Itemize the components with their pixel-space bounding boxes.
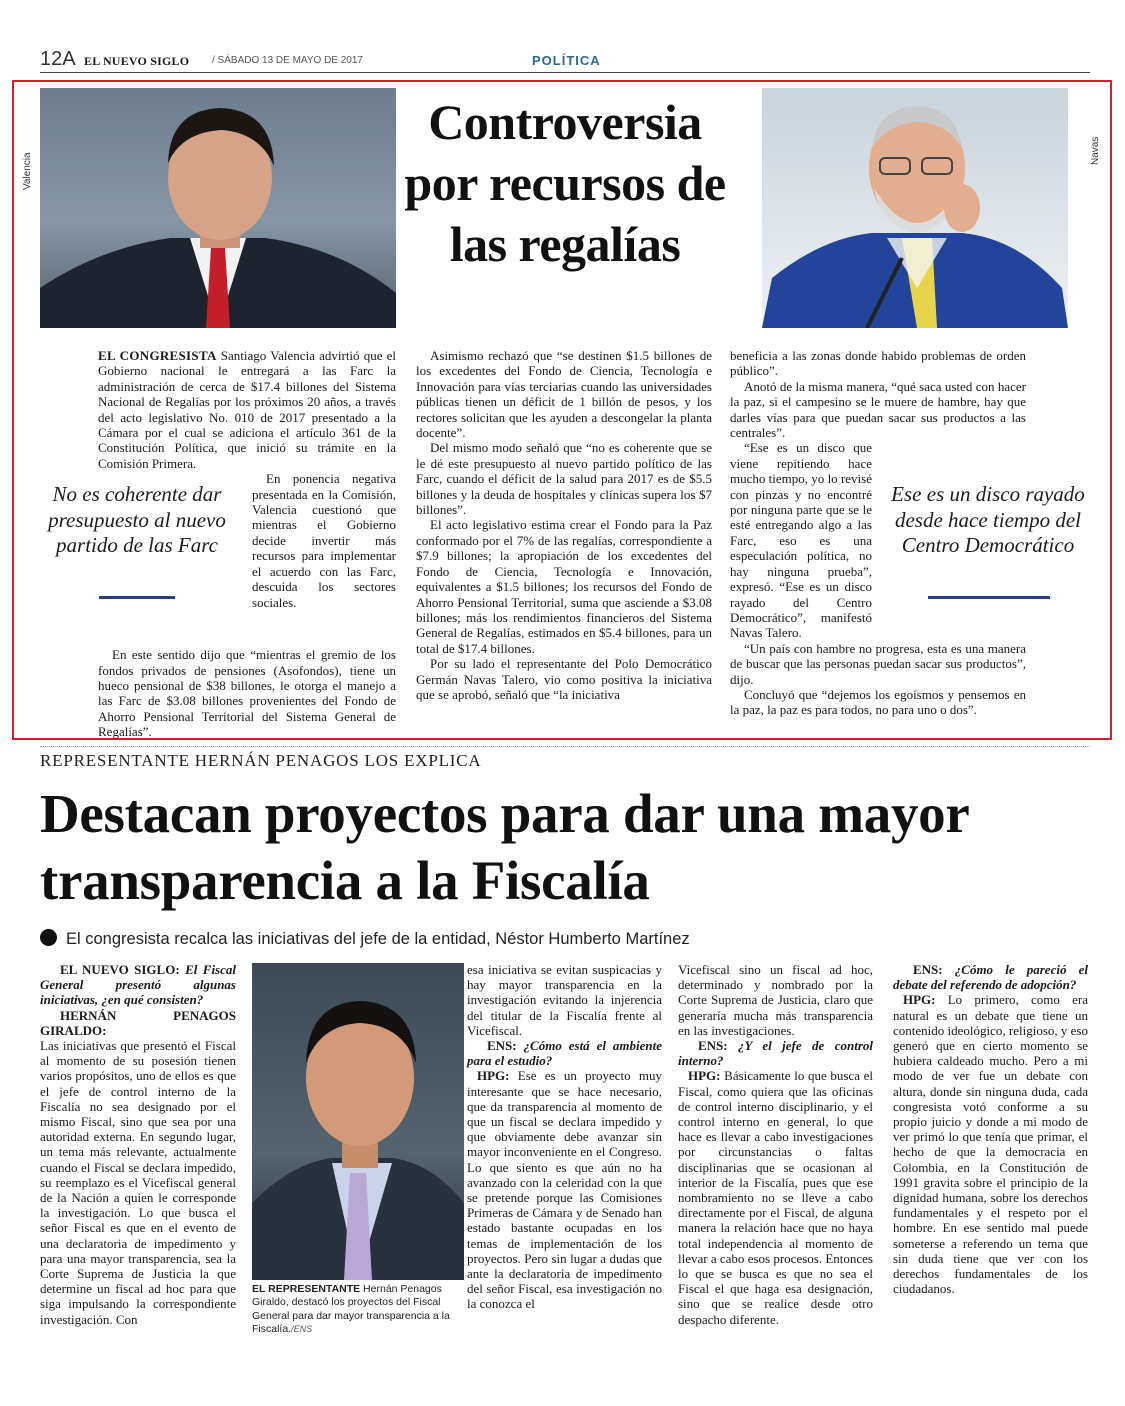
newspaper-name: EL NUEVO SIGLO (84, 54, 190, 68)
pullquote-right: Ese es un disco rayado desde hace tiempo del Centro Democrático (891, 482, 1085, 557)
photo-caption: EL REPRESENTANTE Hernán Penagos Giraldo, destacó los proyectos del Fiscal General para dar mayor transparencia a la Fiscalía./ENS (252, 1283, 450, 1336)
lead-in: EL CONGRESISTA (98, 348, 217, 363)
bottom-article-column-1 (40, 962, 236, 1327)
continued-paragraph: Vicefiscal sino un fiscal ad hoc, determinado y nombrado por la Corte Suprema de Justicia, claro que generaría mucha más transparencia en las investigaciones. (678, 962, 873, 1038)
interview-question: ENS: ¿Y el jefe de control interno? (678, 1038, 873, 1069)
bottom-article-column-5 (893, 962, 1088, 1296)
interview-answer: HPG: Ese es un proyecto muy interesante que se hace necesario, que da transparencia al momento de que un fiscal se declara impedido y que obviamente debe avanzar sin mayor inconveniente en el Congreso. Lo que siento es que aún no ha avanzado con la celeridad con la que se pretende porque las Comisiones Primeras de Cámara y de Senado han estado bastante ocupadas en los temas de implementación de los proyectos. Pero sin lugar a dudas que ante la declaratoria de impedimento del señor Fiscal, esa investigación no la conozca el (467, 1068, 662, 1312)
interview-answer: Las iniciativas que presentó el Fiscal al momento de su posesión tienen varios propósitos, uno de ellos es que el jefe de control interno de la Fiscalía no sea designado por el mismo Fiscal, sino que sea por una autoridad externa. En segundo lugar, un tema más relevante, actualmente cuando el Fiscal se declara impedido, su reemplazo es el Vicefiscal general de la Nación a quien le corresponde la investigación. Lo que busca el señor Fiscal es que en el evento de una declaratoria de impedimento y para una mayor transparencia, sea la Corte Suprema de Justicia la que determine un fiscal ad hoc para que siga impulsando la correspondiente investigación. Con (40, 1038, 236, 1327)
top-col3-paragraph-3: “Ese es un disco que viene repitiendo hace mucho tiempo, yo lo revisé con pinzas y no encontré por ninguna parte que se le esté entregando algo a las Farc, eso es una especulación política, no hay ninguna prueba”, expresó. “Ese es un disco rayado del Centro Democrático”, manifestó Navas Talero. (730, 440, 872, 641)
top-headline: Controversia por recursos de las regalías (404, 94, 726, 272)
interview-question: EL NUEVO SIGLO: El Fiscal General presentó algunas iniciativas, ¿en qué consisten? (40, 962, 236, 1008)
top-article-column-2 (416, 348, 712, 702)
top-col1-paragraph-1: EL CONGRESISTA Santiago Valencia advirtió que el Gobierno nacional le entregará a las Farc la administración de cerca de $17.4 billones del Sistema Nacional de Regalías por los próximos 20 años, a través del acto legislativo No. 010 de 2017 presentado a la Cámara por el cual se adiciona el artículo 361 de la Constitución Política, que inició su trámite en la Comisión Primera. (98, 348, 396, 471)
top-col2-paragraph-1: Asimismo rechazó que “se destinen $1.5 billones de los excedentes del Fondo de Ciencia, Tecnología e Innovación para vías terciarias cuando las universidades públicas tienen un déficit de 1 billón de pesos, y los rectores solicitan que les ayuden a descongelar la planta docente”. (416, 348, 712, 441)
bullet-icon (40, 929, 57, 946)
pullquote-rule-left (99, 596, 175, 599)
interview-speaker: HERNÁN PENAGOS GIRALDO: (40, 1007, 236, 1038)
penagos-photo (252, 963, 464, 1280)
navas-photo (762, 88, 1068, 328)
top-col3-paragraph-5: Concluyó que “dejemos los egoísmos y pensemos en la paz, la paz es para todos, no para uno o dos”. (730, 686, 1026, 718)
pullquote-rule-right (928, 596, 1050, 599)
interview-answer: HPG: Básicamente lo que busca el Fiscal, como quiera que las oficinas de control interno disciplinario, y el control interno en general, lo que hace es llevar a cabo investigaciones por circunstancias o faltas disciplinarias que se ocasionan al interior de la Fiscalía, pues que ese nombramiento no se lleve a cabo directamente por el Fiscal, de alguna manera la relación hace que no haya total independencia al momento de llevar a cabo esos procesos. Entonces lo que se busca es que no sea el Fiscal el que haga esa designación, sino que se realice desde otro despacho diferente. (678, 1068, 873, 1327)
photo-credit-valencia: Valencia (22, 152, 33, 190)
summary-text: El congresista recalca las iniciativas del jefe de la entidad, Néstor Humberto Martínez (66, 930, 690, 948)
interview-answer: HPG: Lo primero, como era natural es un debate que tiene un contenido ideológico, religioso, y eso generó que en cierto momento se hubiera caldeado mucho. Pero a mi modo de ver fue un debate con altura, donde sin ninguna duda, cada congresista votó conforme a su propio juicio y donde a mi modo de ver primó lo que tenía que primar, el hecho de que la democracia en Colombia, en la Constitución de 1991 gravita sobre el principio de la dignidad humana, sobre los derechos fundamentales y el respeto por el hombre. En ese sentido mal puede someterse a referendo un tema que sin duda tiene que ver con los derechos fundamentales de los ciudadanos. (893, 992, 1088, 1297)
bottom-summary (40, 929, 690, 949)
bottom-headline: Destacan proyectos para dar una mayor transparencia a la Fiscalía (40, 783, 969, 911)
continued-paragraph: esa iniciativa se evitan suspicacias y hay mayor transparencia en la investigación evitando la injerencia del titular de la Fiscalía frente al Vicefiscal. (467, 962, 662, 1038)
page-header (40, 50, 1090, 70)
top-col3-paragraph-2: Anotó de la misma manera, “qué saca usted con hacer la paz, si el campesino se le muere de hambre, hay que darles vías para que puedan sacar sus productos a las centrales”. (730, 378, 1026, 441)
section-label: POLÍTICA (532, 53, 601, 68)
bottom-article-column-4 (678, 962, 873, 1327)
top-col2-paragraph-3: El acto legislativo estima crear el Fondo para la Paz conformado por el 7% de las regalías, correspondiente a $7.9 billones; la apropiación de los excedentes del Fondo de Ciencia, Tecnología e Innovación, equivalentes a $1.5 billones; los recursos del Fondo de Ahorro Pensional Territorial, suma que asciende a $3.08 billones; más los rendimientos financieros del Sistema General de Regalías, estimados en $5.4 billones, para un total de $17.4 billones. (416, 517, 712, 656)
issue-date: / SÁBADO 13 DE MAYO DE 2017 (212, 55, 363, 66)
header-rule (40, 72, 1090, 73)
interview-question: ENS: ¿Cómo está el ambiente para el estudio? (467, 1038, 662, 1069)
interview-question: ENS: ¿Cómo le pareció el debate del referendo de adopción? (893, 962, 1088, 993)
page-number: 12A (40, 48, 76, 70)
top-col2-paragraph-2: Del mismo modo señaló que “no es coherente que se le dé este presupuesto al nuevo partido político de las Farc, cuando el déficit de la salud para 2017 es de $5.5 billones y la deuda de hospitales y clínicas supera los $7 billones”. (416, 440, 712, 518)
top-col1-paragraph-2: En ponencia negativa presentada en la Comisión, Valencia cuestionó que mientras el Gobierno decide invertir más recursos para implementar el acuerdo con las Farc, descuida los sectores sociales. (252, 471, 396, 610)
bottom-kicker: REPRESENTANTE HERNÁN PENAGOS LOS EXPLICA (40, 751, 482, 770)
top-col2-paragraph-4: Por su lado el representante del Polo Democrático Germán Navas Talero, vio como positiva la iniciativa que se aprobó, señaló que “la iniciativa (416, 656, 712, 702)
caption-credit: /ENS (291, 1324, 313, 1335)
top-col3-paragraph-1: beneficia a las zonas donde habido problemas de orden público”. (730, 348, 1026, 379)
photo-credit-navas: Navas (1090, 136, 1101, 165)
top-col1-paragraph-3: En este sentido dijo que “mientras el gremio de los fondos privados de pensiones (Asofondos), tiene un hueco pensional de $38 billones, le otorga el manejo a las Farc de $3.08 billones provenientes del Fondo de Ahorro Pensional Territorial del Sistema General de Regalías”. (98, 647, 396, 740)
bottom-article-column-3 (467, 962, 662, 1312)
valencia-photo (40, 88, 396, 328)
section-divider (40, 746, 1090, 747)
pullquote-left: No es coherente dar presupuesto al nuevo partido de las Farc (48, 482, 226, 557)
top-col3-paragraph-4: “Un país con hambre no progresa, esta es una manera de buscar que las personas puedan sacar sus productos”, dijo. (730, 640, 1026, 687)
